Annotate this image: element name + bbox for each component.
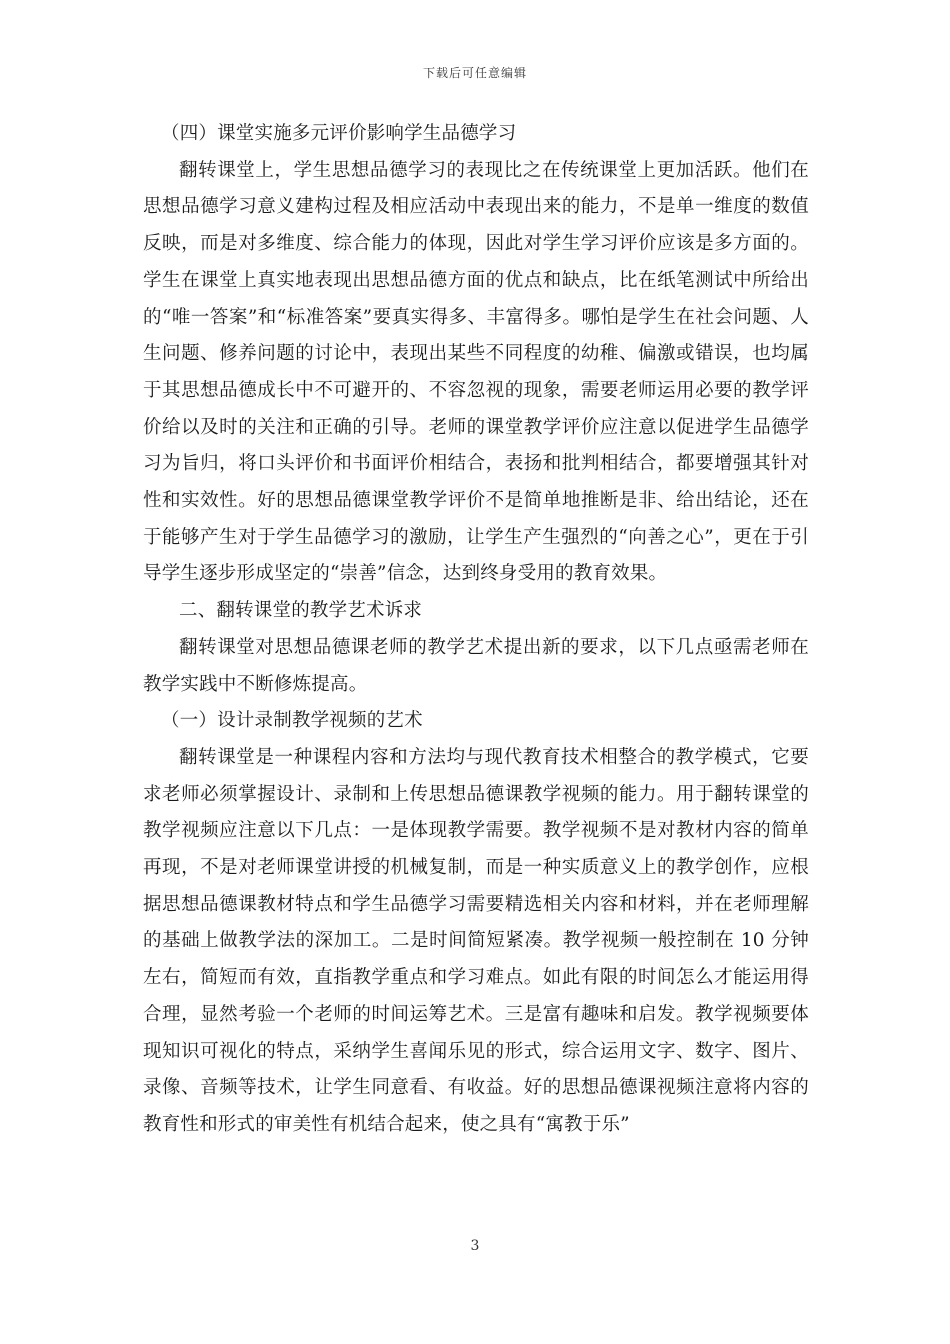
page-number: 3 [470, 1238, 480, 1254]
paragraph-3: 翻转课堂是一种课程内容和方法均与现代教育技术相整合的教学模式，它要求老师必须掌握设计、录制和上传思想品德课教学视频的能力。用于翻转课堂的教学视频应注意以下几点：一是体现教学需要。教学视频不是对教材内容的简单再现，不是对老师课堂讲授的机械复制，而是一种实质意义上的教学创作，应根据思想品德课教材特点和学生品德学习需要精选相关内容和材料，并在老师理解的基础上做教学法的深加工。二是时间简短紧凑。教学视频一般控制在 10 分钟左右，简短而有效，直指教学重点和学习难点。如此有限的时间怎么才能运用得合理，显然考验一个老师的时间运筹艺术。三是富有趣味和启发。教学视频要体现知识可视化的特点，采纳学生喜闻乐见的形式，综合运用文字、数字、图片、录像、音频等技术，让学生同意看、有收益。好的思想品德课视频注意将内容的教育性和形式的审美性有机结合起来，使之具有“寓教于乐” [143, 746, 809, 1135]
subsection-heading-4: （四）课堂实施多元评价影响学生品德学习 [161, 123, 517, 144]
subsection-heading-1: （一）设计录制教学视频的艺术 [161, 710, 423, 732]
paragraph-1: 翻转课堂上，学生思想品德学习的表现比之在传统课堂上更加活跃。他们在思想品德学习意义建构过程及相应活动中表现出来的能力，不是单一维度的数值反映，而是对多维度、综合能力的体现，因此对学生学习评价应该是多方面的。学生在课堂上真实地表现出思想品德方面的优点和缺点，比在纸笔测试中所给出的“唯一答案”和“标准答案”要真实得多、丰富得多。哪怕是学生在社会问题、人生问题、修养问题的讨论中，表现出某些不同程度的幼稚、偏激或错误，也均属于其思想品德成长中不可避开的、不容忽视的现象，需要老师运用必要的教学评价给以及时的关注和正确的引导。老师的课堂教学评价应注意以促进学生品德学习为旨归，将口头评价和书面评价相结合，表扬和批判相结合，都要增强其针对性和实效性。好的思想品德课堂教学评价不是简单地推断是非、给出结论，还在于能够产生对于学生品德学习的激励，让学生产生强烈的“向善之心”，更在于引导学生逐步形成坚定的“崇善”信念，达到终身受用的教育效果。 [143, 159, 809, 585]
page-header: 下载后可任意编辑 [422, 66, 527, 80]
paragraph-2: 翻转课堂对思想品德课老师的教学艺术提出新的要求，以下几点亟需老师在教学实践中不断修炼提高。 [143, 636, 809, 695]
document-body [143, 116, 809, 1144]
section-heading-2: 二、翻转课堂的教学艺术诉求 [179, 600, 423, 622]
